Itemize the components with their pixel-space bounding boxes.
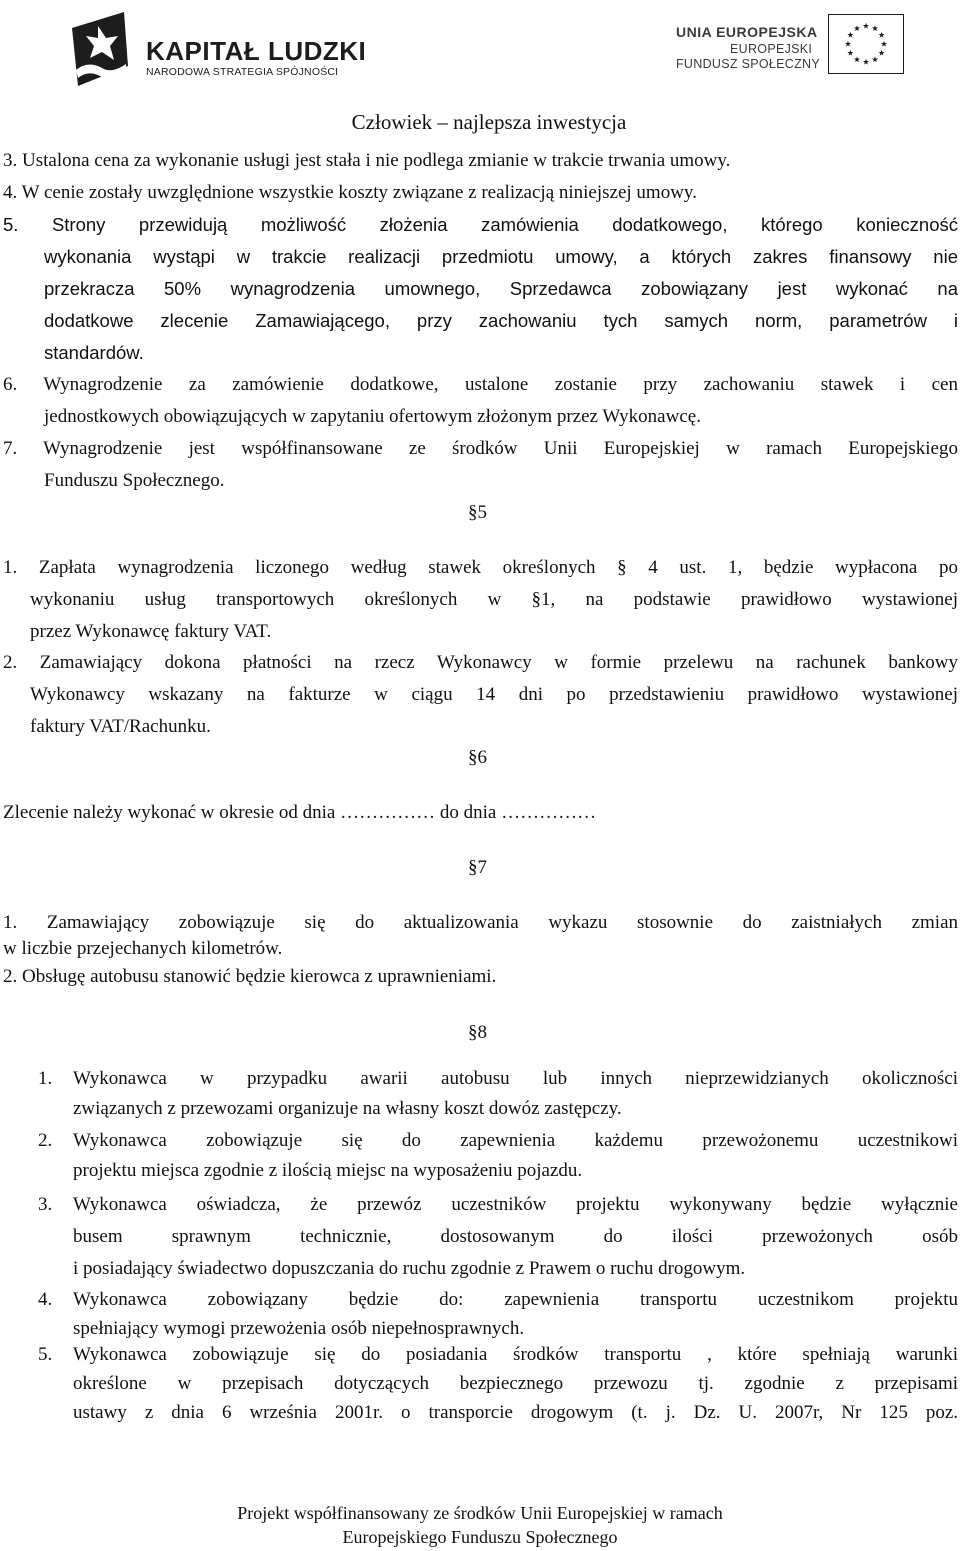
item-5-line: 5. Strony przewidują możliwość złożenia zamówienia dodatkowego, którego konieczność bbox=[3, 214, 958, 235]
item-5-line: przekracza 50% wynagrodzenia umownego, Sprzedawca zobowiązany jest wykonać na bbox=[44, 278, 958, 299]
kapital-ludzki-title: KAPITAŁ LUDZKI bbox=[146, 36, 367, 66]
section-8-item-line: i posiadający świadectwo dopuszczania do ruchu zgodnie z Prawem o ruchu drogowym. bbox=[73, 1258, 746, 1279]
section-8-item-number: 4. bbox=[38, 1289, 53, 1310]
kapital-ludzki-logo bbox=[68, 8, 368, 92]
eu-flag-icon bbox=[828, 14, 904, 74]
item-5-line: standardów. bbox=[44, 342, 144, 363]
section-5-item-2-line: faktury VAT/Rachunku. bbox=[30, 716, 211, 737]
section-7-item-1-line: 1. Zamawiający zobowiązuje się do aktualizowania wykazu stosownie do zaistniałych zmian bbox=[3, 912, 958, 933]
item-7-line: Funduszu Społecznego. bbox=[44, 470, 225, 491]
section-8-item-number: 5. bbox=[38, 1344, 53, 1365]
section-6-heading: §6 bbox=[468, 747, 487, 768]
section-8-item-line: Wykonawca w przypadku awarii autobusu lub innych nieprzewidzianych okoliczności bbox=[73, 1068, 958, 1089]
section-7-item-2: 2. Obsługę autobusu stanowić będzie kierowca z uprawnieniami. bbox=[3, 966, 497, 987]
section-8-item-line: określone w przepisach dotyczących bezpiecznego przewozu tj. zgodnie z przepisami bbox=[73, 1373, 958, 1394]
section-8-item-number: 2. bbox=[38, 1130, 53, 1151]
section-5-item-2-line: Wykonawcy wskazany na fakturze w ciągu 14 dni po przedstawieniu prawidłowo wystawionej bbox=[30, 684, 958, 705]
section-8-item-line: busem sprawnym technicznie, dostosowanym do ilości przewożonych osób bbox=[73, 1226, 958, 1247]
section-5-item-1-line: wykonaniu usług transportowych określonych w §1, na podstawie prawidłowo wystawionej bbox=[30, 589, 958, 610]
section-5-item-1-line: 1. Zapłata wynagrodzenia liczonego według stawek określonych § 4 ust. 1, będzie wypłacona po bbox=[3, 557, 958, 578]
item-3: 3. Ustalona cena za wykonanie usługi jest stała i nie podlega zmianie w trakcie trwania umowy. bbox=[3, 150, 731, 171]
section-6-text: Zlecenie należy wykonać w okresie od dnia …………… do dnia …………… bbox=[3, 802, 597, 823]
item-7-line: 7. Wynagrodzenie jest współfinansowane ze środków Unii Europejskiej w ramach Europejskiego bbox=[3, 438, 958, 459]
section-8-item-line: Wykonawca zobowiązuje się do posiadania środków transportu , które spełniają warunki bbox=[73, 1344, 958, 1365]
item-4: 4. W cenie zostały uwzględnione wszystkie koszty związane z realizacją niniejszej umowy. bbox=[3, 182, 697, 203]
motto: Człowiek – najlepsza inwestycja bbox=[351, 110, 627, 134]
section-8-heading: §8 bbox=[468, 1022, 487, 1043]
item-5-line: wykonania wystąpi w trakcie realizacji przedmiotu umowy, a których zakres finansowy nie bbox=[44, 246, 958, 267]
item-5-line: dodatkowe zlecenie Zamawiającego, przy zachowaniu tych samych norm, parametrów i bbox=[44, 310, 958, 331]
kapital-ludzki-emblem-icon bbox=[68, 8, 134, 92]
section-8-item-number: 1. bbox=[38, 1068, 53, 1089]
section-5-item-1-line: przez Wykonawcę faktury VAT. bbox=[30, 621, 272, 642]
footer-line-2: Europejskiego Funduszu Społecznego bbox=[342, 1527, 618, 1547]
eu-logo-line3: FUNDUSZ SPOŁECZNY bbox=[676, 57, 821, 71]
section-7-heading: §7 bbox=[468, 857, 487, 878]
eu-logo-line1: UNIA EUROPEJSKA bbox=[676, 24, 818, 40]
kapital-ludzki-subtitle: NARODOWA STRATEGIA SPÓJNOŚCI bbox=[146, 66, 339, 78]
section-8-item-line: Wykonawca oświadcza, że przewóz uczestników projektu wykonywany będzie wyłącznie bbox=[73, 1194, 958, 1215]
item-6-line: 6. Wynagrodzenie za zamówienie dodatkowe, ustalone zostanie przy zachowaniu stawek i cen bbox=[3, 374, 958, 395]
section-8-item-line: projektu miejsca zgodnie z ilością miejsc na wyposażeniu pojazdu. bbox=[73, 1160, 583, 1181]
section-8-item-line: Wykonawca zobowiązuje się do zapewnienia każdemu przewożonemu uczestnikowi bbox=[73, 1130, 958, 1151]
section-8-item-line: Wykonawca zobowiązany będzie do: zapewnienia transportu uczestnikom projektu bbox=[73, 1289, 958, 1310]
footer-line-1: Projekt współfinansowany ze środków Unii Europejskiej w ramach bbox=[237, 1503, 723, 1523]
section-5-heading: §5 bbox=[468, 502, 487, 523]
eu-logo-line2: EUROPEJSKI bbox=[730, 42, 813, 56]
section-8-item-line: ustawy z dnia 6 września 2001r. o transporcie drogowym (t. j. Dz. U. 2007r, Nr 125 poz. bbox=[73, 1402, 958, 1423]
eu-fund-logo bbox=[670, 10, 910, 76]
section-8-item-line: spełniający wymogi przewożenia osób niepełnosprawnych. bbox=[73, 1318, 525, 1339]
section-5-item-2-line: 2. Zamawiający dokona płatności na rzecz Wykonawcy w formie przelewu na rachunek bankowy bbox=[3, 652, 958, 673]
section-7-item-1-line: w liczbie przejechanych kilometrów. bbox=[3, 938, 283, 959]
section-8-item-line: związanych z przewozami organizuje na własny koszt dowóz zastępczy. bbox=[73, 1098, 622, 1119]
section-8-item-number: 3. bbox=[38, 1194, 53, 1215]
item-6-line: jednostkowych obowiązujących w zapytaniu ofertowym złożonym przez Wykonawcę. bbox=[44, 406, 701, 427]
